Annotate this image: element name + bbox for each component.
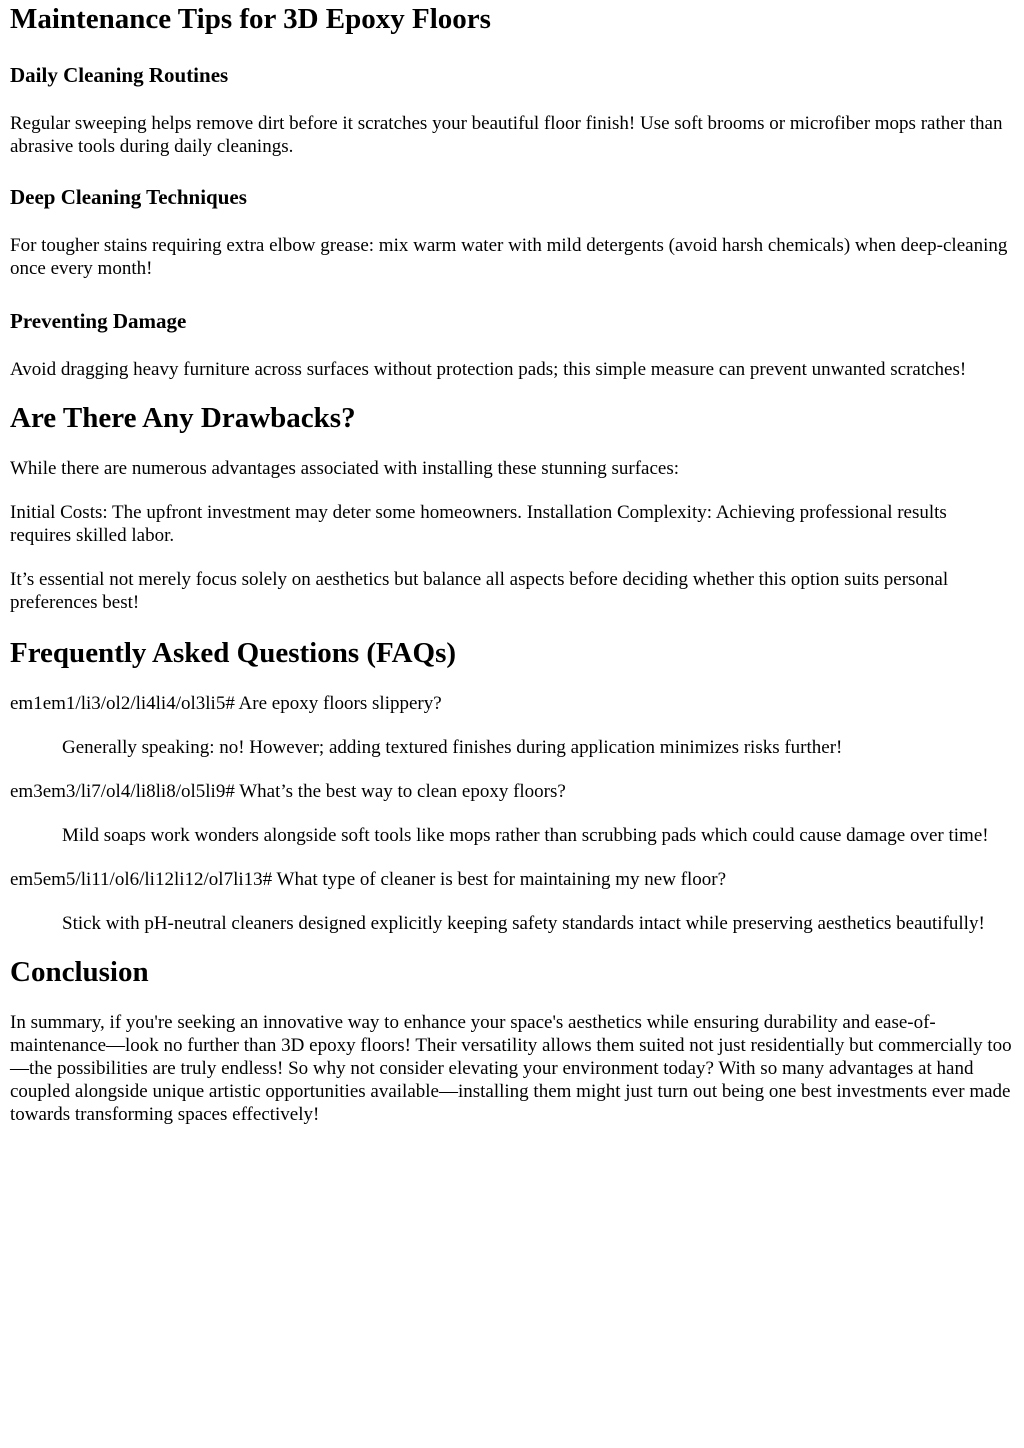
faq-item xyxy=(10,692,1012,759)
deep-cleaning-paragraph: For tougher stains requiring extra elbow grease: mix warm water with mild detergents (avoid harsh chemicals) when deep-cleaning once every month! xyxy=(10,235,1008,279)
conclusion-paragraph: In summary, if you're seeking an innovative way to enhance your space's aesthetics while ensuring durability and ease-of-maintenance—look no further than 3D epoxy floors! Their versatility allows them suited not just residentially but commercially too—the possibilities are truly endless! So why not consider elevating your environment today? With so many advantages at hand coupled alongside unique artistic opportunities available—installing them might just turn out being one best investments ever made towards transforming spaces effectively! xyxy=(10,1012,1012,1125)
faq-item xyxy=(10,780,1012,847)
faq-question: em5em5/li11/ol6/li12li12/ol7li13# What type of cleaner is best for maintaining my new floor? xyxy=(10,869,727,890)
faq-answer: Stick with pH-neutral cleaners designed explicitly keeping safety standards intact while preserving aesthetics beautifully! xyxy=(62,913,985,934)
faq-list xyxy=(10,692,1012,935)
preventing-damage-heading: Preventing Damage xyxy=(10,309,187,333)
faq-question: em3em3/li7/ol4/li8li8/ol5li9# What’s the best way to clean epoxy floors? xyxy=(10,781,566,802)
drawbacks-intro: While there are numerous advantages associated with installing these stunning surfaces: xyxy=(10,458,680,479)
drawbacks-closing: It’s essential not merely focus solely on aesthetics but balance all aspects before deciding whether this option suits personal preferences best! xyxy=(10,569,949,613)
faq-question: em1em1/li3/ol2/li4li4/ol3li5# Are epoxy floors slippery? xyxy=(10,693,442,714)
daily-cleaning-heading: Daily Cleaning Routines xyxy=(10,63,229,87)
drawbacks-list: Initial Costs: The upfront investment may deter some homeowners. Installation Complexity: Achieving professional results requires skilled labor. xyxy=(10,502,947,546)
deep-cleaning-heading: Deep Cleaning Techniques xyxy=(10,185,247,209)
daily-cleaning-paragraph: Regular sweeping helps remove dirt before it scratches your beautiful floor finish! Use soft brooms or microfiber mops rather than abrasive tools during daily cleanings. xyxy=(10,113,1003,157)
article xyxy=(0,2,1024,1126)
faq-answer: Generally speaking: no! However; adding textured finishes during application minimizes risks further! xyxy=(62,737,843,758)
preventing-damage-paragraph: Avoid dragging heavy furniture across surfaces without protection pads; this simple measure can prevent unwanted scratches! xyxy=(10,359,967,380)
faq-answer: Mild soaps work wonders alongside soft tools like mops rather than scrubbing pads which could cause damage over time! xyxy=(62,825,989,846)
drawbacks-heading: Are There Any Drawbacks? xyxy=(10,402,356,434)
conclusion-heading: Conclusion xyxy=(10,956,149,988)
faqs-heading: Frequently Asked Questions (FAQs) xyxy=(10,637,457,669)
faq-item xyxy=(10,868,1012,935)
maintenance-heading: Maintenance Tips for 3D Epoxy Floors xyxy=(10,3,491,35)
